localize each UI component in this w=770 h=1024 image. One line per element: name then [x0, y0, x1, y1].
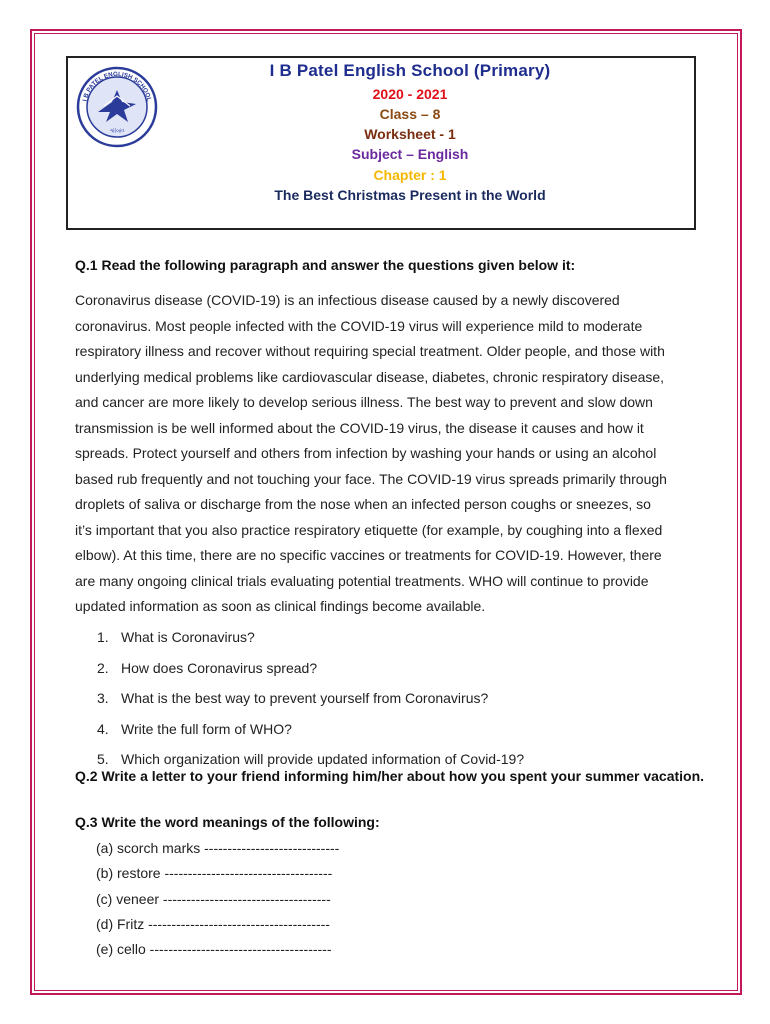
- logo-text-top: I B PATEL ENGLISH SCHOOL: [81, 70, 153, 103]
- question-number: 2.: [97, 659, 109, 676]
- school-name: I B Patel English School (Primary): [269, 61, 551, 80]
- passage-line: Coronavirus disease (COVID-19) is an infectious disease caused by a newly discovered: [75, 292, 620, 308]
- subject-label: Subject – English: [351, 146, 469, 162]
- question-text: What is the best way to prevent yourself from Coronavirus?: [121, 690, 489, 706]
- list-item: [97, 718, 524, 749]
- question-number: 4.: [97, 720, 109, 737]
- list-item: [97, 626, 524, 657]
- academic-year: 2020 - 2021: [372, 86, 448, 102]
- passage-line: droplets of saliva or discharge from the nose when an infected person coughs or sneezes, so: [75, 496, 651, 512]
- question-number: 1.: [97, 629, 109, 645]
- school-seal-eagle-logo: [76, 66, 158, 148]
- worksheet-label: Worksheet - 1: [364, 126, 456, 142]
- question-text: How does Coronavirus spread?: [121, 659, 318, 676]
- question-text: Write the full form of WHO?: [121, 720, 292, 737]
- passage-line: elbow). At this time, there are no specific vaccines or treatments for COVID-19. However, there: [75, 547, 662, 563]
- passage-line: and cancer are more likely to develop serious illness. The best way to prevent and slow down: [75, 394, 653, 410]
- passage-line: are many ongoing clinical trials evaluating potential treatments. WHO will continue to provide: [75, 572, 649, 589]
- passage-line: transmission is be well informed about the COVID-19 virus, the disease it causes and how it: [75, 419, 644, 436]
- passage-line: respiratory illness and recover without requiring special treatment. Older people, and those with: [75, 343, 665, 359]
- header-box: [66, 56, 696, 230]
- list-item: (d) Fritz ---------------------------------------: [96, 915, 330, 932]
- word-meaning-list: [96, 838, 339, 964]
- chapter-label: Chapter : 1: [373, 167, 447, 183]
- question-3-heading: Q.3 Write the word meanings of the following:: [75, 814, 380, 830]
- passage-line: spreads. Protect yourself and others from infection by washing your hands or using an alcohol: [75, 445, 657, 461]
- passage: [75, 288, 735, 620]
- chapter-title: The Best Christmas Present in the World: [274, 187, 546, 203]
- question-list: [97, 626, 524, 779]
- passage-line: updated information as soon as clinical findings become available.: [75, 598, 486, 614]
- question-text: What is Coronavirus?: [121, 629, 255, 645]
- question-text: Which organization will provide updated information of Covid-19?: [121, 751, 525, 767]
- list-item: (a) scorch marks -----------------------------: [96, 840, 340, 856]
- passage-line: based rub frequently and not touching your face. The COVID-19 virus spreads primarily through: [75, 470, 667, 487]
- list-item: [97, 687, 524, 718]
- list-item: (b) restore ------------------------------------: [96, 865, 333, 882]
- passage-line: coronavirus. Most people infected with the COVID-19 virus will experience mild to moderate: [75, 317, 643, 334]
- list-item: [97, 657, 524, 688]
- logo-text-bottom: ગોરેગાંવ: [109, 127, 126, 135]
- question-number: 5.: [97, 751, 109, 767]
- question-1-heading: Q.1 Read the following paragraph and answer the questions given below it:: [75, 257, 576, 273]
- passage-line: underlying medical problems like cardiovascular disease, diabetes, chronic respiratory disease,: [75, 368, 665, 385]
- passage-line: it’s important that you also practice respiratory etiquette (for example, by coughing into a flexed: [75, 521, 663, 538]
- list-item: (e) cello ---------------------------------------: [96, 941, 332, 958]
- list-item: (c) veneer ------------------------------------: [96, 890, 331, 907]
- question-number: 3.: [97, 690, 109, 706]
- class-label: Class – 8: [379, 106, 441, 122]
- question-2-heading: Q.2 Write a letter to your friend informing him/her about how you spent your summer vacation.: [75, 768, 705, 784]
